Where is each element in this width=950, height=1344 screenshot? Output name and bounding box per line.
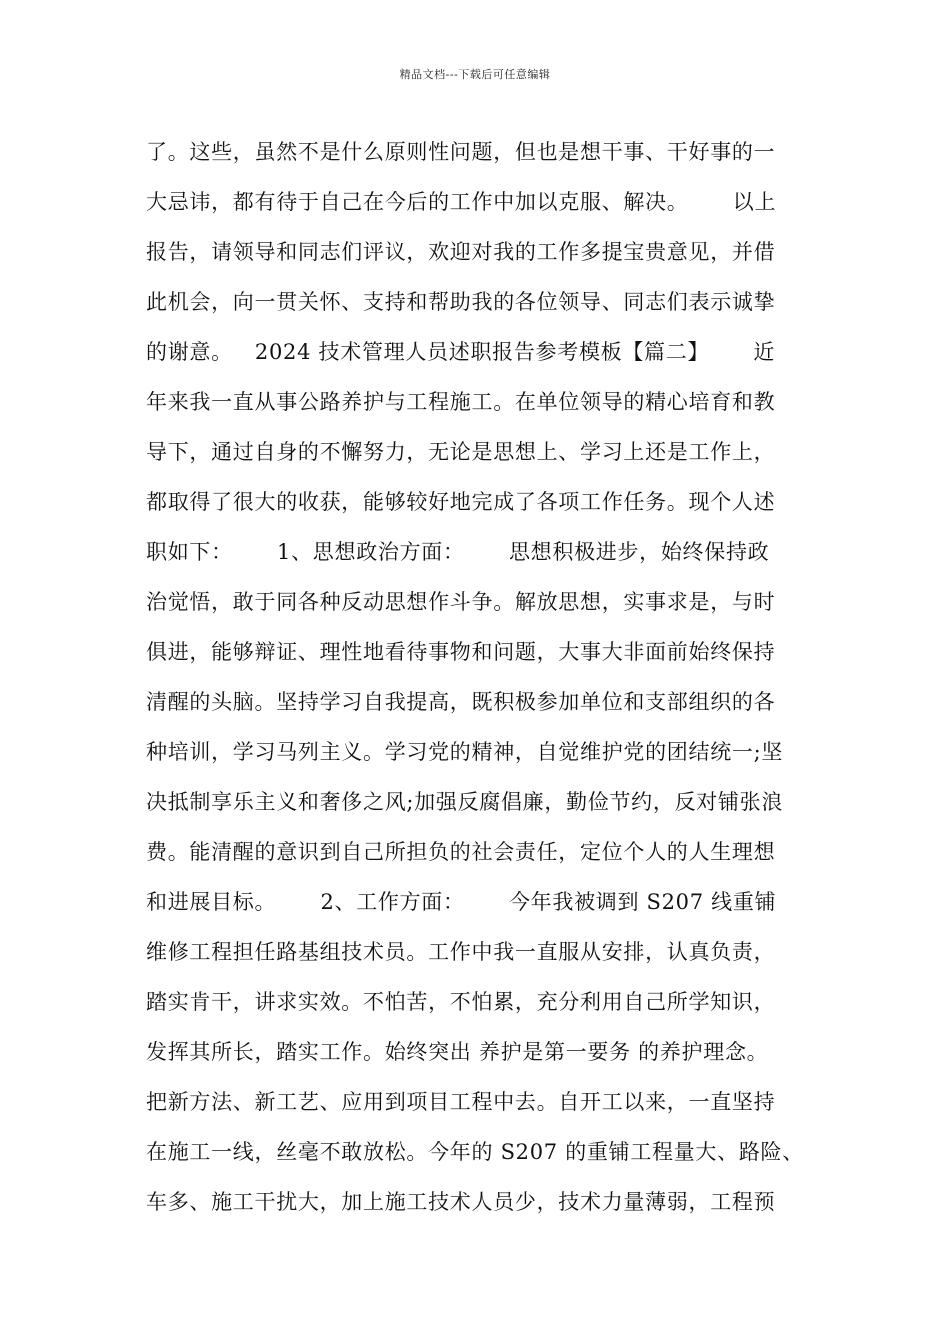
body-line: 维修工程担任路基组技术员。工作中我一直服从安排，认真负责， xyxy=(146,940,776,964)
body-line: 都取得了很大的收获，能够较好地完成了各项工作任务。现个人述 xyxy=(146,490,776,514)
body-line: 导下，通过自身的不懈努力，无论是思想上、学习上还是工作上， xyxy=(146,440,776,464)
body-line: 的谢意。 2024 技术管理人员述职报告参考模板【篇二】 近 xyxy=(146,340,776,364)
body-line: 职如下： 1、思想政治方面： 思想积极进步，始终保持政 xyxy=(146,540,770,564)
body-line: 决抵制享乐主义和奢侈之风;加强反腐倡廉，勤俭节约，反对铺张浪 xyxy=(146,790,784,814)
body-line: 把新方法、新工艺、应用到项目工程中去。自开工以来，一直坚持 xyxy=(146,1090,776,1114)
body-line: 报告，请领导和同志们评议，欢迎对我的工作多提宝贵意见，并借 xyxy=(146,240,776,264)
page-header: 精品文档---下载后可任意编辑 xyxy=(399,68,551,81)
body-line: 治觉悟，敢于同各种反动思想作斗争。解放思想，实事求是，与时 xyxy=(146,590,776,614)
body-line: 清醒的头脑。坚持学习自我提高，既积极参加单位和支部组织的各 xyxy=(146,690,776,714)
body-line: 费。能清醒的意识到自己所担负的社会责任，定位个人的人生理想 xyxy=(146,840,776,864)
body-line: 此机会，向一贯关怀、支持和帮助我的各位领导、同志们表示诚挚 xyxy=(146,290,776,314)
body-line: 了。这些，虽然不是什么原则性问题，但也是想干事、干好事的一 xyxy=(146,140,776,164)
body-line: 车多、施工干扰大，加上施工技术人员少，技术力量薄弱，工程预 xyxy=(146,1190,776,1214)
body-line: 年来我一直从事公路养护与工程施工。在单位领导的精心培育和教 xyxy=(146,390,776,414)
body-line: 踏实肯干，讲求实效。不怕苦，不怕累，充分利用自己所学知识， xyxy=(146,990,776,1014)
body-line: 在施工一线，丝毫不敢放松。今年的 S207 的重铺工程量大、路险、 xyxy=(146,1140,804,1164)
body-line: 种培训，学习马列主义。学习党的精神，自觉维护党的团结统一;坚 xyxy=(146,740,784,764)
body-line: 发挥其所长，踏实工作。始终突出 养护是第一要务 的养护理念。 xyxy=(146,1040,769,1064)
body-line: 俱进，能够辩证、理性地看待事物和问题，大事大非面前始终保持 xyxy=(146,640,776,664)
body-line: 大忌讳，都有待于自己在今后的工作中加以克服、解决。 以上 xyxy=(146,190,777,214)
document-body xyxy=(146,130,806,1230)
body-line: 和进展目标。 2、工作方面： 今年我被调到 S207 线重铺 xyxy=(146,890,777,914)
